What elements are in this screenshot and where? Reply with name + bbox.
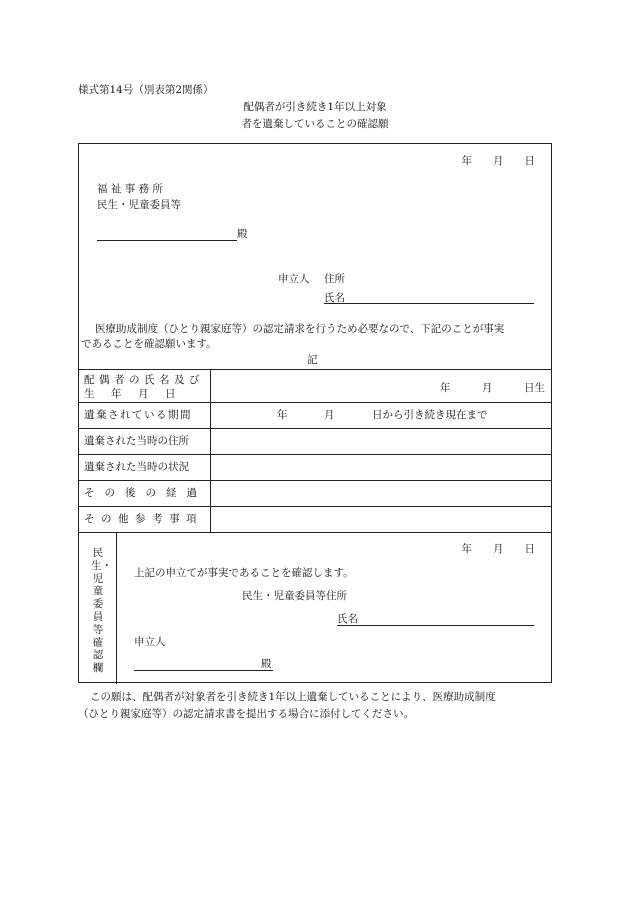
spouse-name-birth-label: 配偶者の氏名及び	[84, 374, 204, 386]
request-text-line1: 医療助成制度（ひとり親家庭等）の認定請求を行うため必要なので、下記のことが事実	[95, 323, 505, 335]
commissioner-confirmation-label: 民生・児童委員等確認欄	[91, 547, 112, 675]
form-title-line2: 者を遺棄していることの確認願	[241, 118, 389, 130]
abandonment-situation-label: 遺棄された当時の状況	[84, 461, 189, 473]
abandonment-period-label: 遺棄されている期間	[84, 409, 192, 421]
confirmation-date: 年 月 日	[461, 543, 535, 555]
addressee-honorific: 殿	[237, 228, 248, 240]
form-number: 様式第14号（別表第2関係）	[78, 84, 214, 96]
period-month-field[interactable]: 月	[324, 409, 335, 421]
commissioner-name-label: 氏名	[337, 613, 358, 625]
commissioner-address-label: 民生・児童委員等住所	[242, 590, 347, 602]
confirmation-statement: 上記の申立てが事実であることを確認します。	[134, 567, 354, 579]
spouse-birthdate-field[interactable]: 年 月 日生	[440, 382, 545, 394]
period-year-field[interactable]: 年	[277, 409, 288, 421]
form-title-line1: 配偶者が引き続き1年以上対象	[243, 101, 387, 113]
applicant-name-label: 氏名	[324, 292, 345, 304]
applicant-address-label: 住所	[324, 273, 345, 285]
subsequent-progress-label: その後の経過	[84, 487, 207, 499]
ki-label: 記	[307, 354, 318, 366]
confirmation-honorific: 殿	[261, 658, 272, 670]
applicant-label: 申立人	[278, 273, 310, 285]
confirmation-applicant-label: 申立人	[134, 636, 166, 648]
footer-note-line1: この願は、配偶者が対象者を引き続き1年以上遺棄していることにより、医療助成制度	[90, 691, 496, 703]
other-notes-label: その他参考事項	[84, 513, 203, 525]
abandonment-address-label: 遺棄された当時の住所	[84, 435, 189, 447]
period-day-field[interactable]: 日から引き続き現在まで	[372, 409, 488, 421]
commissioner-name-line[interactable]	[337, 625, 534, 626]
addressee-name-line[interactable]	[97, 240, 237, 241]
addressee-commissioner: 民生・児童委員等	[97, 199, 181, 211]
applicant-name-line[interactable]	[324, 303, 534, 304]
addressee-welfare-office: 福 祉 事 務 所	[97, 183, 163, 195]
request-text-line2: であることを確認願います。	[81, 338, 217, 350]
request-date: 年 月 日	[461, 155, 535, 167]
footer-note-line2: （ひとり親家庭等）の認定請求書を提出する場合に添付してください。	[78, 708, 414, 720]
spouse-birth-label: 生 年 月 日	[84, 388, 179, 400]
form-box	[78, 143, 552, 683]
confirmation-applicant-name-line[interactable]	[134, 670, 273, 671]
